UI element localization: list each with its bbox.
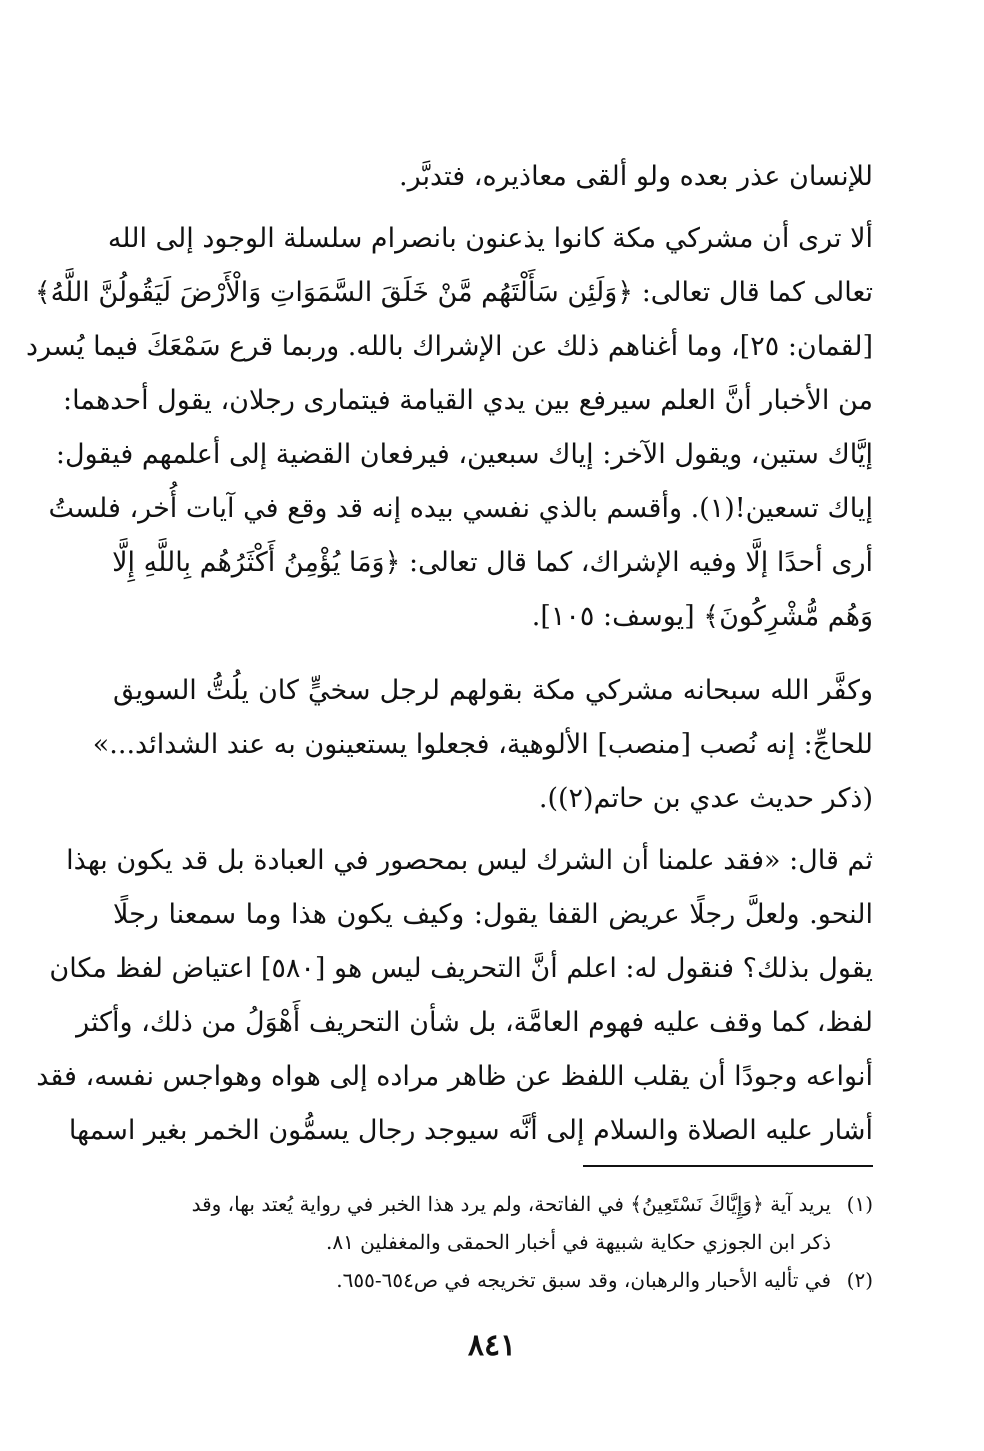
text-line: أشار عليه الصلاة والسلام إلى أنَّه سيوجد رجال يسمُّون الخمر بغير اسمها: [68, 1115, 873, 1146]
footnotes: [113, 1185, 873, 1299]
paragraph-3: [92, 664, 873, 826]
paragraph-4: [36, 834, 873, 1158]
text-line: تعالى كما قال تعالى: ﴿وَلَئِن سَأَلْتَهُم مَّنْ خَلَقَ السَّمَوَاتِ وَالْأَرْضَ لَيَقُولُنَّ اللَّهُ﴾: [34, 277, 873, 308]
text-line: للإنسان عذر بعده ولو ألقى معاذيره، فتدبَّر.: [398, 161, 873, 192]
footnote-2: [113, 1261, 873, 1299]
footnote-1: [113, 1185, 873, 1223]
text-line: ثم قال: «فقد علمنا أن الشرك ليس بمحصور في العبادة بل قد يكون بهذا: [66, 845, 873, 876]
page-number: ٨٤١: [467, 1328, 517, 1363]
text-line: (ذكر حديث عدي بن حاتم(٢)).: [538, 783, 873, 814]
text-line: لفظ، كما وقف عليه فهوم العامَّة، بل شأن التحريف أَهْوَلُ من ذلك، وأكثر: [76, 1007, 873, 1038]
footnote-number: (١): [846, 1192, 873, 1216]
footnote-1-continuation: ذكر ابن الجوزي حكاية شبيهة في أخبار الحمقى والمغفلين ٨١.: [325, 1230, 831, 1254]
footnote-text: يريد آية ﴿وَإِيَّاكَ نَسْتَعِينُ﴾ في الفاتحة، ولم يرد هذا الخبر في رواية يُعتد بها، وقد: [191, 1192, 831, 1216]
text-line: إياك تسعين!(١). وأقسم بالذي نفسي بيده إنه قد وقع في آيات أُخر، فلستُ: [48, 493, 873, 524]
text-line: من الأخبار أنَّ العلم سيرفع بين يدي القيامة فيتمارى رجلان، يقول أحدهما:: [63, 385, 873, 416]
text-line: وَهُم مُّشْرِكُونَ﴾ [يوسف: ١٠٥].: [531, 601, 873, 632]
text-line: ألا ترى أن مشركي مكة كانوا يذعنون بانصرام سلسلة الوجود إلى الله: [107, 223, 873, 254]
footnote-divider: [583, 1165, 873, 1167]
text-line: أرى أحدًا إلَّا وفيه الإشراك، كما قال تعالى: ﴿وَمَا يُؤْمِنُ أَكْثَرُهُم بِاللَّهِ إِلَّا: [112, 547, 873, 578]
text-line: يقول بذلك؟ فنقول له: اعلم أنَّ التحريف ليس هو [٥٨٠] اعتياض لفظ مكان: [49, 953, 873, 984]
text-line: أنواعه وجودًا أن يقلب اللفظ عن ظاهر مراده إلى هواه وهواجس نفسه، فقد: [36, 1061, 873, 1092]
footnote-text: في تأليه الأحبار والرهبان، وقد سبق تخريجه في ص٦٥٤-٦٥٥.: [336, 1268, 831, 1292]
text-line: [لقمان: ٢٥]، وما أغناهم ذلك عن الإشراك بالله. وربما قرع سَمْعَكَ فيما يُسرد: [26, 331, 873, 362]
paragraph-2: [26, 212, 873, 644]
text-line: وكفَّر الله سبحانه مشركي مكة بقولهم لرجل سخيٍّ كان يلُتُّ السويق: [113, 675, 873, 706]
text-line: إيَّاك ستين، ويقول الآخر: إياك سبعين، فيرفعان القضية إلى أعلمهم فيقول:: [55, 439, 873, 470]
text-line: للحاجِّ: إنه نُصب [منصب] الألوهية، فجعلوا يستعينون به عند الشدائد...»: [92, 729, 873, 760]
paragraph-1: [113, 150, 873, 204]
footnote-number: (٢): [846, 1268, 873, 1292]
text-line: النحو. ولعلَّ رجلًا عريض القفا يقول: وكيف يكون هذا وما سمعنا رجلًا: [113, 899, 873, 930]
